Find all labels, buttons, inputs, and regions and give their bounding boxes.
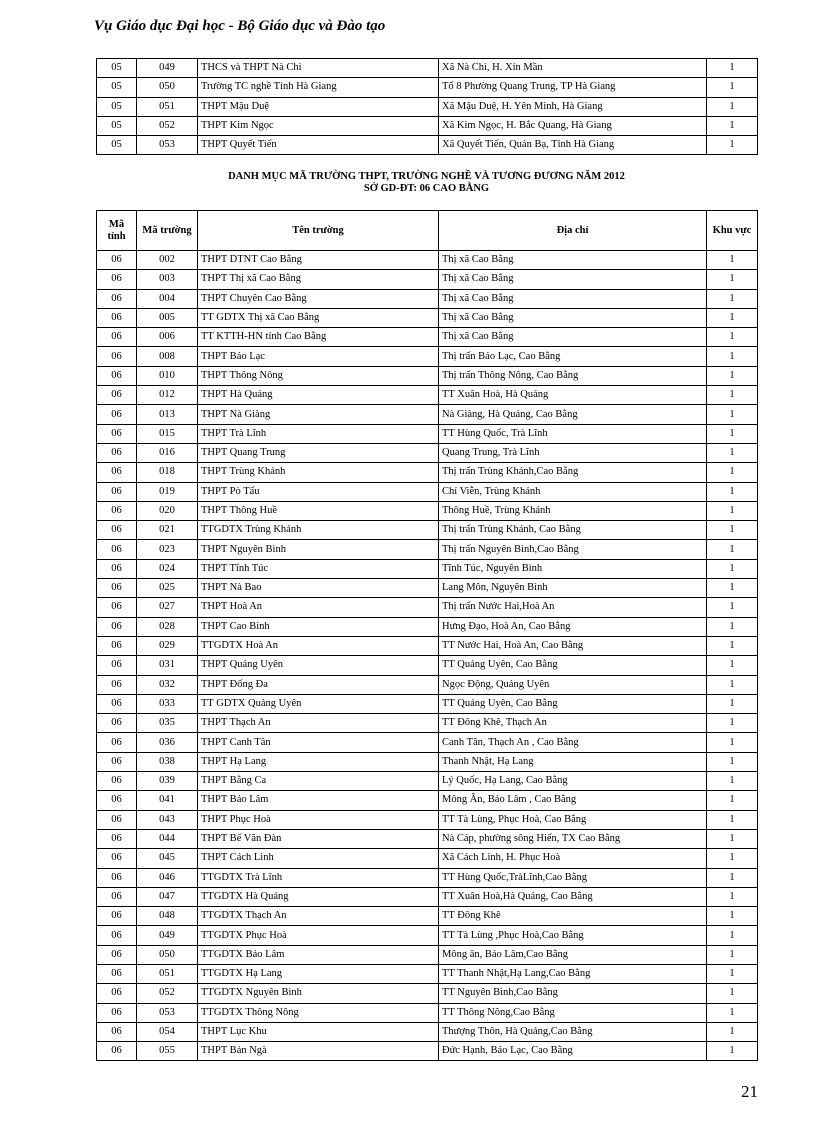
- cell-dia-chi: Lang Môn, Nguyên Bình: [439, 579, 707, 598]
- cell-ma-tinh: 06: [97, 694, 137, 713]
- cell-ma-truong: 048: [137, 907, 198, 926]
- cell-khu-vuc: 1: [707, 598, 758, 617]
- cell-ma-tinh: 05: [97, 136, 137, 155]
- table-row: [97, 733, 758, 752]
- cell-khu-vuc: 1: [707, 617, 758, 636]
- cell-ma-tinh: 06: [97, 829, 137, 848]
- cell-ma-truong: 038: [137, 752, 198, 771]
- cell-ma-tinh: 06: [97, 347, 137, 366]
- cell-ten-truong: THPT Hạ Lang: [198, 752, 439, 771]
- table-row: [97, 540, 758, 559]
- cell-khu-vuc: 1: [707, 97, 758, 116]
- cell-dia-chi: Canh Tân, Thạch An , Cao Bằng: [439, 733, 707, 752]
- cell-ten-truong: THPT Bảo Lâm: [198, 791, 439, 810]
- table-row: [97, 136, 758, 155]
- cell-ten-truong: THPT Thị xã Cao Bằng: [198, 270, 439, 289]
- cell-dia-chi: Thị trấn Trùng Khánh, Cao Bằng: [439, 521, 707, 540]
- table-row: [97, 405, 758, 424]
- cell-ten-truong: THPT Quang Trung: [198, 443, 439, 462]
- cell-khu-vuc: 1: [707, 251, 758, 270]
- cell-khu-vuc: 1: [707, 714, 758, 733]
- cell-khu-vuc: 1: [707, 540, 758, 559]
- column-header-ma-truong: Mã trường: [137, 211, 198, 251]
- cell-khu-vuc: 1: [707, 463, 758, 482]
- cell-ma-truong: 023: [137, 540, 198, 559]
- cell-ten-truong: THPT Kim Ngọc: [198, 116, 439, 135]
- cell-ma-tinh: 06: [97, 1022, 137, 1041]
- cell-ten-truong: TTGDTX Hoà An: [198, 636, 439, 655]
- cell-ten-truong: THPT Tĩnh Túc: [198, 559, 439, 578]
- cell-ten-truong: THPT Bế Văn Đàn: [198, 829, 439, 848]
- table-row: [97, 636, 758, 655]
- cell-khu-vuc: 1: [707, 964, 758, 983]
- cell-dia-chi: TT Hùng Quốc, Trà Lĩnh: [439, 424, 707, 443]
- cell-dia-chi: Mông ân, Bảo Lâm,Cao Bằng: [439, 945, 707, 964]
- cell-ten-truong: TTGDTX Hạ Lang: [198, 964, 439, 983]
- cell-ma-truong: 010: [137, 366, 198, 385]
- cell-ma-truong: 051: [137, 964, 198, 983]
- cell-ten-truong: THPT DTNT Cao Bằng: [198, 251, 439, 270]
- cell-khu-vuc: 1: [707, 579, 758, 598]
- cell-dia-chi: Thị xã Cao Bằng: [439, 289, 707, 308]
- cell-dia-chi: TT Quảng Uyên, Cao Bằng: [439, 656, 707, 675]
- table-row: [97, 964, 758, 983]
- cell-khu-vuc: 1: [707, 887, 758, 906]
- cell-ma-truong: 025: [137, 579, 198, 598]
- cell-ten-truong: Trường TC nghề Tỉnh Hà Giang: [198, 78, 439, 97]
- cell-dia-chi: TT Xuân Hoà,Hà Quảng, Cao Bằng: [439, 887, 707, 906]
- table-row: [97, 521, 758, 540]
- section-subtitle: SỞ GD-ĐT: 06 CAO BẰNG: [363, 183, 490, 194]
- cell-dia-chi: Thanh Nhật, Hạ Lang: [439, 752, 707, 771]
- table-row: [97, 251, 758, 270]
- table-row: [97, 579, 758, 598]
- cell-ma-truong: 049: [137, 926, 198, 945]
- cell-ma-truong: 032: [137, 675, 198, 694]
- table-row: [97, 598, 758, 617]
- table-row: [97, 714, 758, 733]
- table-row: [97, 868, 758, 887]
- cell-ma-tinh: 05: [97, 59, 137, 78]
- cell-ma-truong: 021: [137, 521, 198, 540]
- cell-khu-vuc: 1: [707, 270, 758, 289]
- cell-ten-truong: THPT Nguyên Bình: [198, 540, 439, 559]
- cell-ma-tinh: 06: [97, 501, 137, 520]
- cell-ma-truong: 029: [137, 636, 198, 655]
- cell-ma-tinh: 06: [97, 559, 137, 578]
- cell-ma-truong: 051: [137, 97, 198, 116]
- cell-ten-truong: THPT Quảng Uyên: [198, 656, 439, 675]
- cell-ma-tinh: 06: [97, 733, 137, 752]
- cell-ma-tinh: 06: [97, 443, 137, 462]
- cell-ma-truong: 004: [137, 289, 198, 308]
- cell-dia-chi: Lý Quốc, Hạ Lang, Cao Bằng: [439, 772, 707, 791]
- cell-ma-truong: 046: [137, 868, 198, 887]
- cell-khu-vuc: 1: [707, 116, 758, 135]
- cell-ma-truong: 054: [137, 1022, 198, 1041]
- cell-ten-truong: TT GDTX Quảng Uyên: [198, 694, 439, 713]
- cell-ma-tinh: 06: [97, 617, 137, 636]
- cell-ma-truong: 015: [137, 424, 198, 443]
- cell-khu-vuc: 1: [707, 733, 758, 752]
- cell-khu-vuc: 1: [707, 424, 758, 443]
- cell-ten-truong: THPT Trà Lĩnh: [198, 424, 439, 443]
- cell-ten-truong: THPT Mậu Duệ: [198, 97, 439, 116]
- table-row: [97, 482, 758, 501]
- table-row: [97, 617, 758, 636]
- cell-ten-truong: TTGDTX Bảo Lâm: [198, 945, 439, 964]
- cell-dia-chi: TT Đông Khê: [439, 907, 707, 926]
- table-row: [97, 849, 758, 868]
- cell-ma-truong: 039: [137, 772, 198, 791]
- cell-dia-chi: Thị trấn Bảo Lạc, Cao Bằng: [439, 347, 707, 366]
- cell-dia-chi: Thị xã Cao Bằng: [439, 328, 707, 347]
- cell-ten-truong: THPT Cao Bình: [198, 617, 439, 636]
- cell-ma-tinh: 06: [97, 656, 137, 675]
- table-row: [97, 1022, 758, 1041]
- cell-dia-chi: Tĩnh Túc, Nguyên Bình: [439, 559, 707, 578]
- cell-ten-truong: THPT Quyết Tiến: [198, 136, 439, 155]
- cell-khu-vuc: 1: [707, 308, 758, 327]
- cell-ma-tinh: 05: [97, 97, 137, 116]
- cell-ma-truong: 050: [137, 78, 198, 97]
- cell-dia-chi: Ngọc Động, Quảng Uyên: [439, 675, 707, 694]
- cell-ma-truong: 008: [137, 347, 198, 366]
- cell-dia-chi: Xã Cách Linh, H. Phục Hoà: [439, 849, 707, 868]
- table-row: [97, 752, 758, 771]
- cell-khu-vuc: 1: [707, 984, 758, 1003]
- continued-school-table: [96, 58, 758, 155]
- cell-ten-truong: THPT Bằng Ca: [198, 772, 439, 791]
- table-row: [97, 984, 758, 1003]
- table-row: [97, 887, 758, 906]
- cell-khu-vuc: 1: [707, 636, 758, 655]
- cell-ma-truong: 013: [137, 405, 198, 424]
- cell-ma-tinh: 06: [97, 540, 137, 559]
- cell-khu-vuc: 1: [707, 810, 758, 829]
- cell-ma-truong: 018: [137, 463, 198, 482]
- cell-ten-truong: TTGDTX Trà Lĩnh: [198, 868, 439, 887]
- cell-ten-truong: THCS và THPT Nà Chì: [198, 59, 439, 78]
- cell-ma-tinh: 06: [97, 521, 137, 540]
- cell-khu-vuc: 1: [707, 829, 758, 848]
- cell-ma-tinh: 06: [97, 251, 137, 270]
- cell-khu-vuc: 1: [707, 521, 758, 540]
- cell-ma-tinh: 06: [97, 714, 137, 733]
- cell-khu-vuc: 1: [707, 443, 758, 462]
- table-header-row: [97, 211, 758, 251]
- table-row: [97, 443, 758, 462]
- cell-ten-truong: TT GDTX Thị xã Cao Bằng: [198, 308, 439, 327]
- cell-dia-chi: Thị xã Cao Bằng: [439, 251, 707, 270]
- cell-khu-vuc: 1: [707, 559, 758, 578]
- table-row: [97, 366, 758, 385]
- table-row: [97, 656, 758, 675]
- cell-ma-tinh: 06: [97, 810, 137, 829]
- cell-khu-vuc: 1: [707, 694, 758, 713]
- table-row: [97, 559, 758, 578]
- column-header-dia-chi: Địa chỉ: [439, 211, 707, 251]
- cell-ten-truong: THPT Thông Nông: [198, 366, 439, 385]
- page-header: Vụ Giáo dục Đại học - Bộ Giáo dục và Đào tạo: [94, 18, 386, 34]
- cell-dia-chi: Xã Quyết Tiến, Quản Bạ, Tỉnh Hà Giang: [439, 136, 707, 155]
- cell-dia-chi: Mông Ân, Bảo Lâm , Cao Bằng: [439, 791, 707, 810]
- cell-khu-vuc: 1: [707, 772, 758, 791]
- cell-ma-truong: 052: [137, 984, 198, 1003]
- section-title: DANH MỤC MÃ TRƯỜNG THPT, TRƯỜNG NGHỀ VÀ TƯƠNG ĐƯƠNG NĂM 2012: [228, 171, 625, 182]
- cell-khu-vuc: 1: [707, 926, 758, 945]
- table-row: [97, 328, 758, 347]
- cell-dia-chi: Tổ 8 Phường Quang Trung, TP Hà Giang: [439, 78, 707, 97]
- table-row: [97, 926, 758, 945]
- cell-ma-truong: 050: [137, 945, 198, 964]
- cell-dia-chi: Xã Kim Ngọc, H. Bắc Quang, Hà Giang: [439, 116, 707, 135]
- cell-ma-truong: 053: [137, 1003, 198, 1022]
- table-row: [97, 347, 758, 366]
- cell-ma-tinh: 06: [97, 308, 137, 327]
- cell-ten-truong: THPT Hoà An: [198, 598, 439, 617]
- cell-ma-tinh: 06: [97, 579, 137, 598]
- cell-ma-truong: 016: [137, 443, 198, 462]
- cell-dia-chi: Chí Viễn, Trùng Khánh: [439, 482, 707, 501]
- cell-ma-tinh: 06: [97, 926, 137, 945]
- cell-khu-vuc: 1: [707, 791, 758, 810]
- cell-dia-chi: TT Tà Lùng, Phục Hoà, Cao Bằng: [439, 810, 707, 829]
- cell-khu-vuc: 1: [707, 945, 758, 964]
- column-header-khu-vuc: Khu vực: [707, 211, 758, 251]
- cell-ten-truong: THPT Bản Ngà: [198, 1042, 439, 1061]
- cell-ma-truong: 012: [137, 386, 198, 405]
- cell-ten-truong: TTGDTX Nguyên Bình: [198, 984, 439, 1003]
- cell-ten-truong: TTGDTX Hà Quảng: [198, 887, 439, 906]
- cell-ten-truong: THPT Thông Huề: [198, 501, 439, 520]
- cell-ten-truong: TTGDTX Trùng Khánh: [198, 521, 439, 540]
- cell-dia-chi: Thị xã Cao Bằng: [439, 270, 707, 289]
- cell-ma-tinh: 06: [97, 270, 137, 289]
- table-row: [97, 270, 758, 289]
- table-row: [97, 78, 758, 97]
- cell-ten-truong: THPT Phục Hoà: [198, 810, 439, 829]
- cell-khu-vuc: 1: [707, 907, 758, 926]
- cell-khu-vuc: 1: [707, 1042, 758, 1061]
- table-row: [97, 116, 758, 135]
- cell-dia-chi: Xã Mậu Duệ, H. Yên Minh, Hà Giang: [439, 97, 707, 116]
- cell-ma-tinh: 06: [97, 984, 137, 1003]
- cell-ma-truong: 003: [137, 270, 198, 289]
- cell-ma-tinh: 06: [97, 868, 137, 887]
- cell-ten-truong: THPT Pò Tấu: [198, 482, 439, 501]
- cell-ma-truong: 043: [137, 810, 198, 829]
- cell-khu-vuc: 1: [707, 136, 758, 155]
- cell-dia-chi: TT Tà Lùng ,Phục Hoà,Cao Bằng: [439, 926, 707, 945]
- cell-ma-truong: 028: [137, 617, 198, 636]
- cell-dia-chi: Thị trấn Trùng Khánh,Cao Bằng: [439, 463, 707, 482]
- cell-ten-truong: TTGDTX Phục Hoà: [198, 926, 439, 945]
- cell-ma-truong: 033: [137, 694, 198, 713]
- cell-dia-chi: Nà Cáp, phường sông Hiến, TX Cao Bằng: [439, 829, 707, 848]
- cell-ma-tinh: 06: [97, 752, 137, 771]
- table-row: [97, 289, 758, 308]
- cell-dia-chi: Thượng Thôn, Hà Quảng,Cao Bằng: [439, 1022, 707, 1041]
- cell-ma-truong: 055: [137, 1042, 198, 1061]
- cell-ma-truong: 006: [137, 328, 198, 347]
- cell-ma-tinh: 06: [97, 463, 137, 482]
- cell-ma-tinh: 06: [97, 1042, 137, 1061]
- cell-ma-tinh: 06: [97, 791, 137, 810]
- table-row: [97, 907, 758, 926]
- cell-ma-truong: 027: [137, 598, 198, 617]
- cell-khu-vuc: 1: [707, 289, 758, 308]
- cell-ma-tinh: 06: [97, 636, 137, 655]
- cell-dia-chi: TT Đông Khê, Thạch An: [439, 714, 707, 733]
- cell-ten-truong: TTGDTX Thông Nông: [198, 1003, 439, 1022]
- cell-ma-truong: 020: [137, 501, 198, 520]
- cell-ten-truong: THPT Chuyên Cao Bằng: [198, 289, 439, 308]
- cell-ma-tinh: 06: [97, 945, 137, 964]
- cell-dia-chi: TT Thông Nông,Cao Bằng: [439, 1003, 707, 1022]
- cell-khu-vuc: 1: [707, 501, 758, 520]
- cell-khu-vuc: 1: [707, 386, 758, 405]
- cell-ten-truong: THPT Nà Bao: [198, 579, 439, 598]
- cell-khu-vuc: 1: [707, 482, 758, 501]
- cell-dia-chi: Thông Huề, Trùng Khánh: [439, 501, 707, 520]
- cell-ten-truong: THPT Hà Quảng: [198, 386, 439, 405]
- table-row: [97, 308, 758, 327]
- table-row: [97, 424, 758, 443]
- table-row: [97, 829, 758, 848]
- cell-khu-vuc: 1: [707, 59, 758, 78]
- cell-ten-truong: THPT Nà Giàng: [198, 405, 439, 424]
- cell-ma-tinh: 06: [97, 424, 137, 443]
- cell-ma-tinh: 06: [97, 289, 137, 308]
- table-row: [97, 463, 758, 482]
- cell-ma-truong: 031: [137, 656, 198, 675]
- cell-khu-vuc: 1: [707, 78, 758, 97]
- cell-dia-chi: TT Nước Hai, Hoà An, Cao Bằng: [439, 636, 707, 655]
- cell-ma-truong: 045: [137, 849, 198, 868]
- cell-ten-truong: THPT Đống Đa: [198, 675, 439, 694]
- cell-khu-vuc: 1: [707, 347, 758, 366]
- cell-khu-vuc: 1: [707, 405, 758, 424]
- cell-ma-truong: 002: [137, 251, 198, 270]
- cell-khu-vuc: 1: [707, 868, 758, 887]
- cell-ma-tinh: 05: [97, 78, 137, 97]
- cell-ten-truong: THPT Bảo Lạc: [198, 347, 439, 366]
- cell-khu-vuc: 1: [707, 1022, 758, 1041]
- cell-ma-tinh: 06: [97, 598, 137, 617]
- cell-ma-truong: 049: [137, 59, 198, 78]
- cell-ma-tinh: 06: [97, 405, 137, 424]
- cell-ten-truong: THPT Trùng Khánh: [198, 463, 439, 482]
- table-row: [97, 694, 758, 713]
- cell-ma-tinh: 06: [97, 675, 137, 694]
- cell-dia-chi: TT Hùng Quốc,TràLĩnh,Cao Bằng: [439, 868, 707, 887]
- table-row: [97, 945, 758, 964]
- cell-dia-chi: Thị xã Cao Bằng: [439, 308, 707, 327]
- cell-dia-chi: Thị trấn Thông Nông, Cao Bằng: [439, 366, 707, 385]
- cell-dia-chi: TT Xuân Hoà, Hà Quảng: [439, 386, 707, 405]
- cell-ma-tinh: 06: [97, 907, 137, 926]
- cell-ma-truong: 044: [137, 829, 198, 848]
- cell-ten-truong: THPT Lục Khu: [198, 1022, 439, 1041]
- cell-ma-tinh: 06: [97, 1003, 137, 1022]
- cell-ten-truong: THPT Thạch An: [198, 714, 439, 733]
- table-row: [97, 1042, 758, 1061]
- cell-dia-chi: Quang Trung, Trà Lĩnh: [439, 443, 707, 462]
- cell-ma-tinh: 06: [97, 772, 137, 791]
- cell-ma-tinh: 06: [97, 849, 137, 868]
- cell-ma-tinh: 06: [97, 482, 137, 501]
- cell-ma-truong: 053: [137, 136, 198, 155]
- cell-ma-truong: 035: [137, 714, 198, 733]
- school-code-table: [96, 210, 758, 1061]
- cell-ma-tinh: 06: [97, 887, 137, 906]
- column-header-ma-tinh: Mã tỉnh: [97, 211, 137, 251]
- cell-ma-truong: 052: [137, 116, 198, 135]
- cell-dia-chi: TT Nguyên Bình,Cao Bằng: [439, 984, 707, 1003]
- cell-khu-vuc: 1: [707, 328, 758, 347]
- cell-dia-chi: Xã Nà Chì, H. Xín Mần: [439, 59, 707, 78]
- cell-dia-chi: TT Thanh Nhật,Hạ Lang,Cao Bằng: [439, 964, 707, 983]
- cell-ten-truong: TTGDTX Thạch An: [198, 907, 439, 926]
- cell-ma-truong: 036: [137, 733, 198, 752]
- table-row: [97, 791, 758, 810]
- cell-khu-vuc: 1: [707, 752, 758, 771]
- cell-khu-vuc: 1: [707, 656, 758, 675]
- table-row: [97, 59, 758, 78]
- cell-ma-tinh: 06: [97, 328, 137, 347]
- cell-dia-chi: Nà Giàng, Hà Quảng, Cao Bằng: [439, 405, 707, 424]
- cell-ten-truong: THPT Cách Linh: [198, 849, 439, 868]
- table-row: [97, 810, 758, 829]
- cell-ma-tinh: 05: [97, 116, 137, 135]
- cell-ma-truong: 041: [137, 791, 198, 810]
- cell-dia-chi: Thị trấn Nước Hai,Hoà An: [439, 598, 707, 617]
- table-row: [97, 772, 758, 791]
- cell-dia-chi: TT Quảng Uyên, Cao Bằng: [439, 694, 707, 713]
- cell-dia-chi: Đức Hạnh, Bảo Lạc, Cao Bằng: [439, 1042, 707, 1061]
- table-row: [97, 501, 758, 520]
- table-row: [97, 1003, 758, 1022]
- cell-ten-truong: THPT Canh Tân: [198, 733, 439, 752]
- cell-khu-vuc: 1: [707, 1003, 758, 1022]
- cell-ten-truong: TT KTTH-HN tỉnh Cao Bằng: [198, 328, 439, 347]
- table-row: [97, 97, 758, 116]
- cell-dia-chi: Hưng Đạo, Hoà An, Cao Bằng: [439, 617, 707, 636]
- table-row: [97, 386, 758, 405]
- cell-ma-truong: 019: [137, 482, 198, 501]
- cell-khu-vuc: 1: [707, 849, 758, 868]
- table-row: [97, 675, 758, 694]
- column-header-ten-truong: Tên trường: [198, 211, 439, 251]
- cell-ma-tinh: 06: [97, 366, 137, 385]
- cell-ma-truong: 024: [137, 559, 198, 578]
- cell-ma-tinh: 06: [97, 964, 137, 983]
- cell-ma-tinh: 06: [97, 386, 137, 405]
- page-number: 21: [741, 1082, 758, 1101]
- cell-khu-vuc: 1: [707, 366, 758, 385]
- cell-dia-chi: Thị trấn Nguyên Bình,Cao Bằng: [439, 540, 707, 559]
- cell-ma-truong: 047: [137, 887, 198, 906]
- cell-khu-vuc: 1: [707, 675, 758, 694]
- cell-ma-truong: 005: [137, 308, 198, 327]
